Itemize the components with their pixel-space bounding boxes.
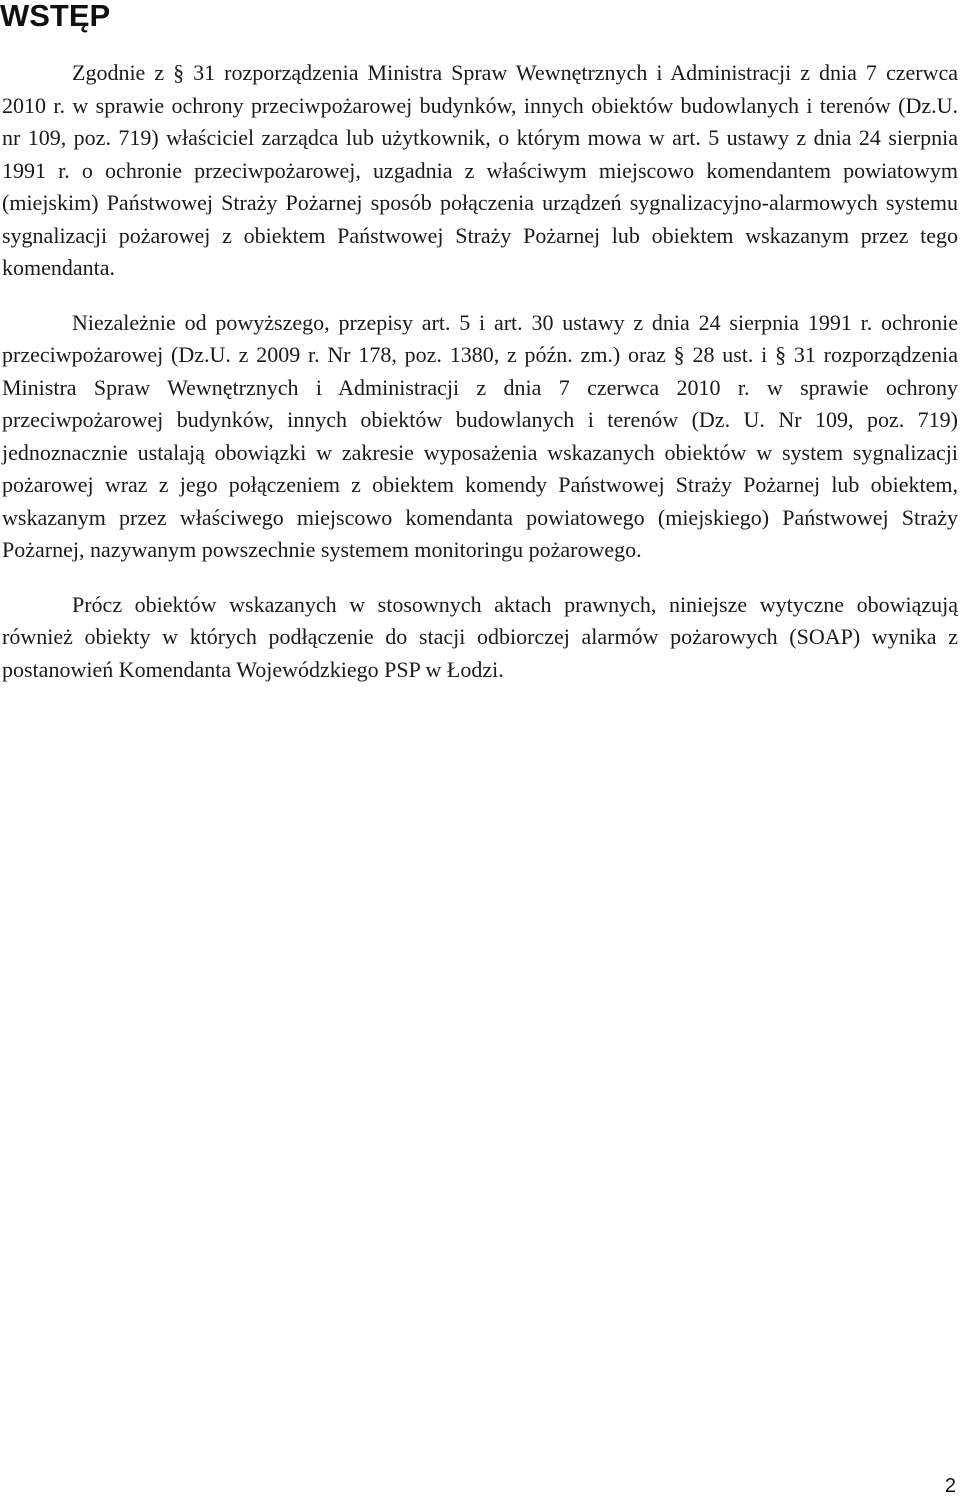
document-body	[2, 57, 958, 686]
paragraph-3: Prócz obiektów wskazanych w stosownych aktach prawnych, niniejsze wytyczne obowiązują również obiekty w których podłączenie do stacji odbiorczej alarmów pożarowych (SOAP) wynika z postanowień Komendanta Wojewódzkiego PSP w Łodzi.	[2, 591, 958, 682]
paragraph-2: Niezależnie od powyższego, przepisy art. 5 i art. 30 ustawy z dnia 24 sierpnia 1991 r. ochronie przeciwpożarowej (Dz.U. z 2009 r. Nr 178, poz. 1380, z późn. zm.) oraz § 28 ust. i § 31 rozporządzenia Ministra Spraw Wewnętrznych i Administracji z dnia 7 czerwca 2010 r. w sprawie ochrony przeciwpożarowej budynków, innych obiektów budowlanych i terenów (Dz. U. Nr 109, poz. 719) jednoznacznie ustalają obowiązki w zakresie wyposażenia wskazanych obiektów w system sygnalizacji pożarowej wraz z jego połączeniem z obiektem komendy Państwowej Straży Pożarnej lub obiektem, wskazanym przez właściwego miejscowo komendanta powiatowego (miejskiego) Państwowej Straży Pożarnej, nazywanym powszechnie systemem monitoringu pożarowego.	[2, 309, 958, 562]
paragraph-1: Zgodnie z § 31 rozporządzenia Ministra Spraw Wewnętrznych i Administracji z dnia 7 czerwca 2010 r. w sprawie ochrony przeciwpożarowej budynków, innych obiektów budowlanych i terenów (Dz.U. nr 109, poz. 719) właściciel zarządca lub użytkownik, o którym mowa w art. 5 ustawy z dnia 24 sierpnia 1991 r. o ochronie przeciwpożarowej, uzgadnia z właściwym miejscowo komendantem powiatowym (miejskim) Państwowej Straży Pożarnej sposób połączenia urządzeń sygnalizacyjno-alarmowych systemu sygnalizacji pożarowej z obiektem Państwowej Straży Pożarnej lub obiektem wskazanym przez tego komendanta.	[2, 60, 958, 280]
section-heading: WSTĘP	[0, 0, 111, 33]
page-number: 2	[944, 1475, 956, 1497]
